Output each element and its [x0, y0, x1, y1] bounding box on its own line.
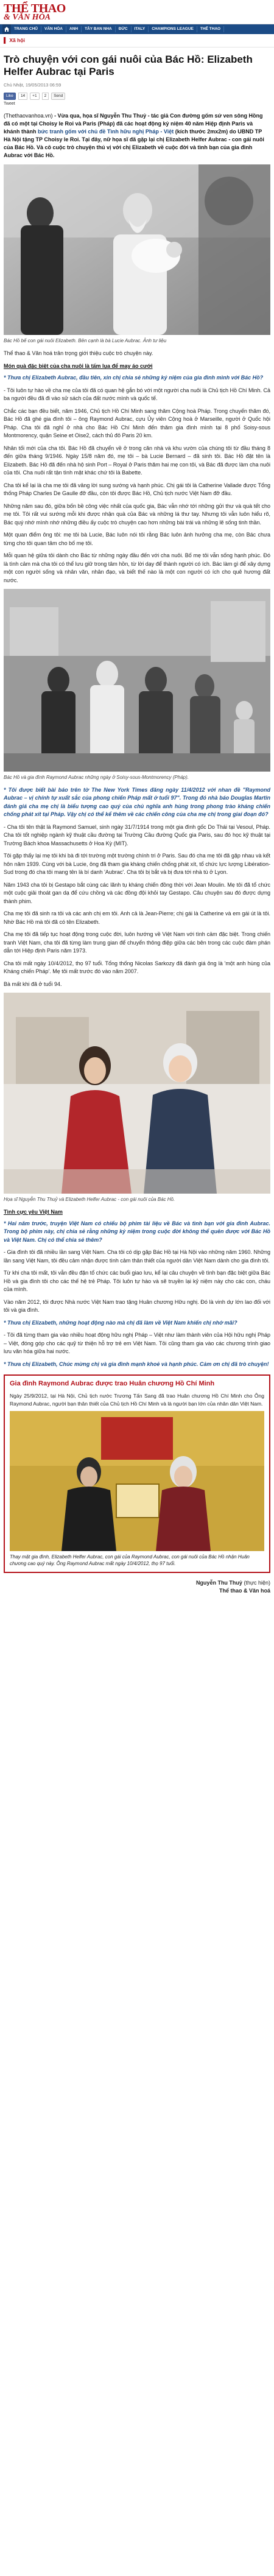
- paragraph: - Gia đình tôi đã nhiều lần sang Việt Nam. Cha tôi có dịp gặp Bác Hồ tại Hà Nội vào những năm 1960. Những lần sang Việt Nam, tôi đều cảm nhận được tình cảm thân thiết của người dân Việt Nam dành cho gia đình tôi.: [4, 1249, 270, 1264]
- google-plus-button[interactable]: +1: [30, 93, 39, 100]
- paragraph: Cha mẹ tôi đã sinh ra tôi và các anh chị em tôi. Anh cả là Jean-Pierre; chị gái là Catherine và em gái út là tôi. Nhờ Bác Hồ mà tôi đã có tên Elizabeth.: [4, 910, 270, 925]
- paragraph: Từ khi cha tôi mất, tôi vẫn đều đặn tổ chức các buổi giao lưu, kể lại câu chuyện về tình bạn đặc biệt giữa Bác Hồ và gia đình tôi cho các thế hệ trẻ Pháp. Tôi luôn tự hào và sẽ truyền lại kỷ niệm này cho các con, cháu của mình.: [4, 1270, 270, 1293]
- paragraph: Cha tôi kể lại là cha mẹ tôi đã vâng lời sung sướng và hạnh phúc. Chị gái tôi là Catherine Vallade được Tổng thống Pháp Charles De Gaulle đỡ đầu, còn tôi được Bác Hồ, Chủ tịch nước Việt Nam đỡ đầu.: [4, 482, 270, 497]
- nav-item-the-thao[interactable]: THỂ THAO: [197, 26, 224, 32]
- infobox-caption: Thay mặt gia đình, Elizabeth Helfer Aubrac, con gái của Raymond Aubrac, con gái nuôi của Bác Hồ nhận Huân chương cao quý này. Ông Raymond Aubrac mất ngày 10/4/2012, thọ 97 tuổi.: [10, 1554, 250, 1567]
- lead-source: (Thethaovanhoa.vn): [4, 112, 53, 119]
- paragraph: Cha mẹ tôi đã tiếp tục hoạt động trong cuộc đời, luôn hướng về Việt Nam với tình cảm đặc biệt. Trong chiến tranh Việt Nam, cha tôi đã từng làm trung gian để chuyển thông điệp giữa các bên trong các cuộc đàm phán dẫn tới Hiệp định Paris năm 1973.: [4, 931, 270, 954]
- lead-highlight-link[interactable]: bức tranh gốm với chủ đề Tình hữu nghị Pháp - Việt: [38, 128, 174, 135]
- paragraph: Bà mất khi đã ở tuổi 94.: [4, 980, 62, 987]
- paragraph: Tôi gặp thấy lại mẹ tôi khi bà đi tới trường một trường chính tri ở Paris. Sau đó cha mẹ tôi đã gặp nhau và kết hôn năm 1939. Cùng với bà Lucie, ông đã tham gia kháng chiến chống phát xít, tổ chức lực lượng Libération-Sud trong đó cha tôi mang tên là bí danh 'Aubrac'. Cha tôi bị bắt và bị đưa tới nhà tù ở Lyon.: [4, 853, 270, 876]
- author-note: (thực hiện): [244, 1580, 270, 1586]
- paragraph: Vào năm 2012, tôi được Nhà nước Việt Nam trao tặng Huân chương Hữu nghị. Đó là vinh dự lớn lao đối với tôi và gia đình.: [4, 1298, 270, 1314]
- article-signature: [4, 1579, 270, 1595]
- award-infobox: [4, 1374, 270, 1573]
- question-2: * Tôi được biết bài báo trên tờ The New York Times đăng ngày 11/4/2012 với nhan đề "Raymond Aubrac – vị chính tự xuất sắc của phong chiến Pháp mất ở tuổi 97". Trong đó nhà báo Douglas Martin đánh giá cha mẹ chị là biểu tượng cao quý của chủ nghĩa anh hùng trong phong trào kháng chiến chống phát xít tại Pháp. Vậy chị có thể kể thêm về các chiến công của cha mẹ chị trong giai đoạn đó?: [4, 786, 270, 818]
- photo-bac-ho-va-gia-dinh-aubrac: [4, 589, 270, 772]
- site-logo[interactable]: [4, 2, 66, 22]
- infobox-title: Gia đình Raymond Aubrac được trao Huân chương Hồ Chí Minh: [10, 1380, 215, 1388]
- site-header: [0, 0, 274, 24]
- subheading-2: Tình cực yêu Việt Nam: [4, 1208, 63, 1215]
- home-icon[interactable]: [2, 24, 11, 34]
- author-name: Nguyễn Thu Thuỷ: [195, 1580, 242, 1586]
- nav-item-italy[interactable]: ITALY: [132, 26, 149, 32]
- send-button[interactable]: Send: [51, 93, 65, 100]
- article-lead: [4, 112, 270, 160]
- photo-bac-ho-be-con-gai-nuoi: [4, 164, 270, 335]
- like-count: 14: [18, 93, 27, 100]
- paragraph: - Tôi luôn tự hào về cha mẹ của tôi đã có quan hệ gắn bó với một người cha nuôi là Chủ tịch Hồ Chí Minh. Cả ba người đều đã đi vào sử sách của đất nước mình và quốc tế.: [4, 387, 270, 402]
- question-4: * Thưa chị Elizabeth, những hoạt động nào mà chị đã làm về Việt Nam khiến chị nhớ mãi?: [4, 1319, 237, 1326]
- paragraph: Cha tôi mất ngày 10/4/2012, thọ 97 tuổi. Tổng thống Nicolas Sarkozy đã đánh giá ông là 'một anh hùng của Kháng chiến Pháp'. Mẹ tôi mất trước đó vào năm 2007.: [4, 960, 270, 975]
- nav-item-anh[interactable]: ANH: [66, 26, 82, 32]
- question-1: * Thưa chị Elizabeth Aubrac, đầu tiên, xin chị chia sẻ những ký niệm của gia đình mình với Bác Hồ?: [4, 375, 264, 381]
- gplus-count: 2: [42, 93, 49, 100]
- breadcrumb: [0, 34, 274, 48]
- photo-trao-huan-chuong: [10, 1411, 264, 1551]
- share-bar: [4, 93, 270, 100]
- question-5: * Thưa chị Elizabeth, Chúc mừng chị và gia đình mạnh khoẻ và hạnh phúc. Cảm ơn chị đã trò chuyện!: [4, 1360, 269, 1367]
- breadcrumb-section[interactable]: Xã hội: [9, 37, 25, 44]
- paragraph: Năm 1943 cha tôi bị Gestapo bắt cùng các lãnh tụ kháng chiến đồng thời với Jean Moulin. Mẹ tôi đã tổ chức một cuộc giải thoát gan dạ để cứu chồng và các đồng đội khỏi tay Gestapo. Câu chuyện sau đó được dựng thành phim.: [4, 881, 270, 904]
- photo-hoa-si-va-elizabeth: [4, 993, 270, 1194]
- paragraph: Chắc các bạn đều biết, năm 1946, Chủ tịch Hồ Chí Minh sang thăm Cộng hoà Pháp. Trong chuyến thăm đó, Bác Hồ đã ghé gia đình tôi – ông Raymond Aubrac, cựu Ủy viên Cộng hoà ở Marseille, người ở Quốc hội Pháp. Cha tôi đã nghỉ ở nhà cho Bác Hồ Chí Minh đến thăm gia đình mình tại 8 phố Soisy-sous Montmorency, quận Seine et Oise2, cách thủ đô Paris 20 km.: [4, 407, 270, 439]
- photo3-caption: Họa sĩ Nguyễn Thu Thuỷ và Elizabeth Helfer Aubrac - con gái nuôi của Bác Hồ.: [4, 1197, 175, 1203]
- paragraph: - Tôi đã từng tham gia vào nhiều hoạt động hữu nghị Pháp – Việt như làm thành viên của Hội hữu nghị Pháp – Việt, đóng góp cho các quỹ từ thiện hỗ trợ trẻ em Việt Nam. Tôi cũng tham gia vào các chương trình giao lưu văn hóa giữa hai nước.: [4, 1332, 270, 1355]
- publication-name: Thể thao & Văn hoá: [219, 1588, 270, 1594]
- paragraph: - Cha tôi tên thật là Raymond Samuel, sinh ngày 31/7/1914 trong một gia đình gốc Do Thái tại Vesoul, Pháp. Cha tôi tốt nghiệp ngành kỹ thuật cầu đường tại Trường Cầu đường Quốc gia Paris, sau đó học kỹ thuật tại Trường Bách khoa Massachusetts ở Hoa Kỳ (MIT).: [4, 823, 270, 846]
- article-title: Trò chuyện với con gái nuôi của Bác Hồ: Elizabeth Helfer Aubrac tại Paris: [4, 54, 253, 78]
- section-marker-icon: ▌: [4, 37, 8, 43]
- photo2-caption: Bác Hồ và gia đình Raymond Aubrac những ngày ở Soisy-sous-Montmorency (Pháp).: [4, 775, 189, 781]
- infobox-text: Ngày 25/9/2012, tại Hà Nội, Chủ tịch nước Trương Tấn Sang đã trao Huân chương Hồ Chí Minh cho Ông Raymond Aubrac, người bạn thân thiết của Chủ tịch Hồ Chí Minh và là người bạn lớn của nhân dân Việt Nam.: [10, 1393, 264, 1407]
- article-date: Chủ Nhật, 19/05/2013 06:59: [4, 82, 61, 88]
- paragraph: Mỗi quan hệ giữa tôi dành cho Bác từ những ngày đầu đến với cha nuôi. Bố mẹ tôi vẫn sống hạnh phúc. Đó là tình cảm mà cha tôi có thể lưu giữ trong tâm hồn, từ lời dạy để thành người có ích. Bác làm gì để xây dựng một con người sống và nhân văn, nhân đạo, và biết thế nào là một con người có ích cho quê hương đất nước.: [4, 552, 270, 583]
- article: [0, 48, 274, 1595]
- paragraph: Những năm sau đó, giữa bốn bề công việc nhất của quốc gia, Bác vẫn nhớ tới những gửi thư và quà tết cho mẹ tôi. Tôi rất vui sướng mỗi khi được nhận quà của Bác và những lá thư tay. Nhưng tôi vẫn luôn hiểu rõ, Bác quý nhớ mình nhớ những điều ấy cuộc trò chuyện cao hơn những bài trái và những lẽ sống tinh thần.: [4, 502, 270, 526]
- subheading-1: Món quà đặc biệt của cha nuôi là tấm lụa để may áo cưới: [4, 363, 153, 370]
- nav-item-champions-league[interactable]: CHAMPIONS LEAGUE: [149, 26, 197, 32]
- paragraph: Một quan điểm ông tôi: mẹ tôi bà Lucie, Bác luôn nói tôi rằng Bác luôn ảnh hưởng cha mẹ, còn Bác chưa từng cho tôi quan tâm cho bố mẹ tôi.: [4, 532, 270, 546]
- nav-item-duc[interactable]: ĐỨC: [116, 26, 132, 32]
- facebook-like-button[interactable]: Like: [4, 93, 16, 100]
- lead-tail: (kích thước 2mx2m) do UBND TP Hà Nội tặng TP Choisy le Roi. Tại đây, nữ họa sĩ đã gặp lại chị Elizabeth Helfer Aubrac - con gái nuôi của Bác Hồ. Và cô cuộc trò chuyện thú vị với chị Elizabeth về cuộc đời và tình bạn của gia đình Aubrac với Bác Hồ.: [4, 128, 264, 159]
- nav-item-trang-chu[interactable]: TRANG CHỦ: [11, 26, 41, 32]
- logo-line1: THỂ THAO: [4, 1, 66, 15]
- intro-paragraph: Thể thao & Văn hoá trân trọng giới thiệu cuộc trò chuyện này.: [4, 350, 153, 356]
- nav-item-van-hoa[interactable]: VĂN HÓA: [41, 26, 66, 32]
- logo-line2: & VĂN HÓA: [4, 12, 51, 22]
- photo1-caption: Bác Hồ bế con gái nuôi Elizabeth. Bên cạnh là bà Lucie Aubrac. Ảnh tư liệu: [4, 338, 167, 344]
- lead-body: - Vừa qua, họa sĩ Nguyễn Thu Thuỷ - tác giả Con đường gốm sứ ven sông Hồng đã có một tại Choisy le Roi và Paris (Pháp) đã các hoạt động kỷ niệm 40 năm Hiệp định Paris và khánh thành: [4, 112, 263, 135]
- main-nav: [0, 24, 274, 34]
- paragraph: Nhân tối mới của cha tôi. Bác Hồ đã chuyển về ở trong căn nhà và khu vườn của chúng tôi từ đầu tháng 8 đến giữa tháng 9/1946. Ngày 15/8 năm đó, mẹ tôi – bà Lucie Bernard – đã sinh tôi. Bác Hồ đặt tên là Elizabeth. Bác Hồ đã đến nhà hộ sinh Port – Royal ở Paris thăm hai mẹ con tôi, và Bác đã được làm cha nuôi của tôi. Cha nuôi rất tận tình mặt khác chứ tôi là Babette.: [4, 445, 270, 476]
- nav-item-tay-ban-nha[interactable]: TÂY BAN NHA: [82, 26, 116, 32]
- question-3: * Hai năm trước, truyện Việt Nam có chiếu bộ phim tài liệu về Bác và tình bạn với gia đình Aubrac. Trong bộ phim này, chị chia sẻ rằng những kỷ niệm trong cuộc đời không thể quên được với Bác Hồ và Việt Nam. Chị có thể chia sẻ thêm?: [4, 1220, 270, 1243]
- tweet-link[interactable]: Tweet: [4, 101, 15, 106]
